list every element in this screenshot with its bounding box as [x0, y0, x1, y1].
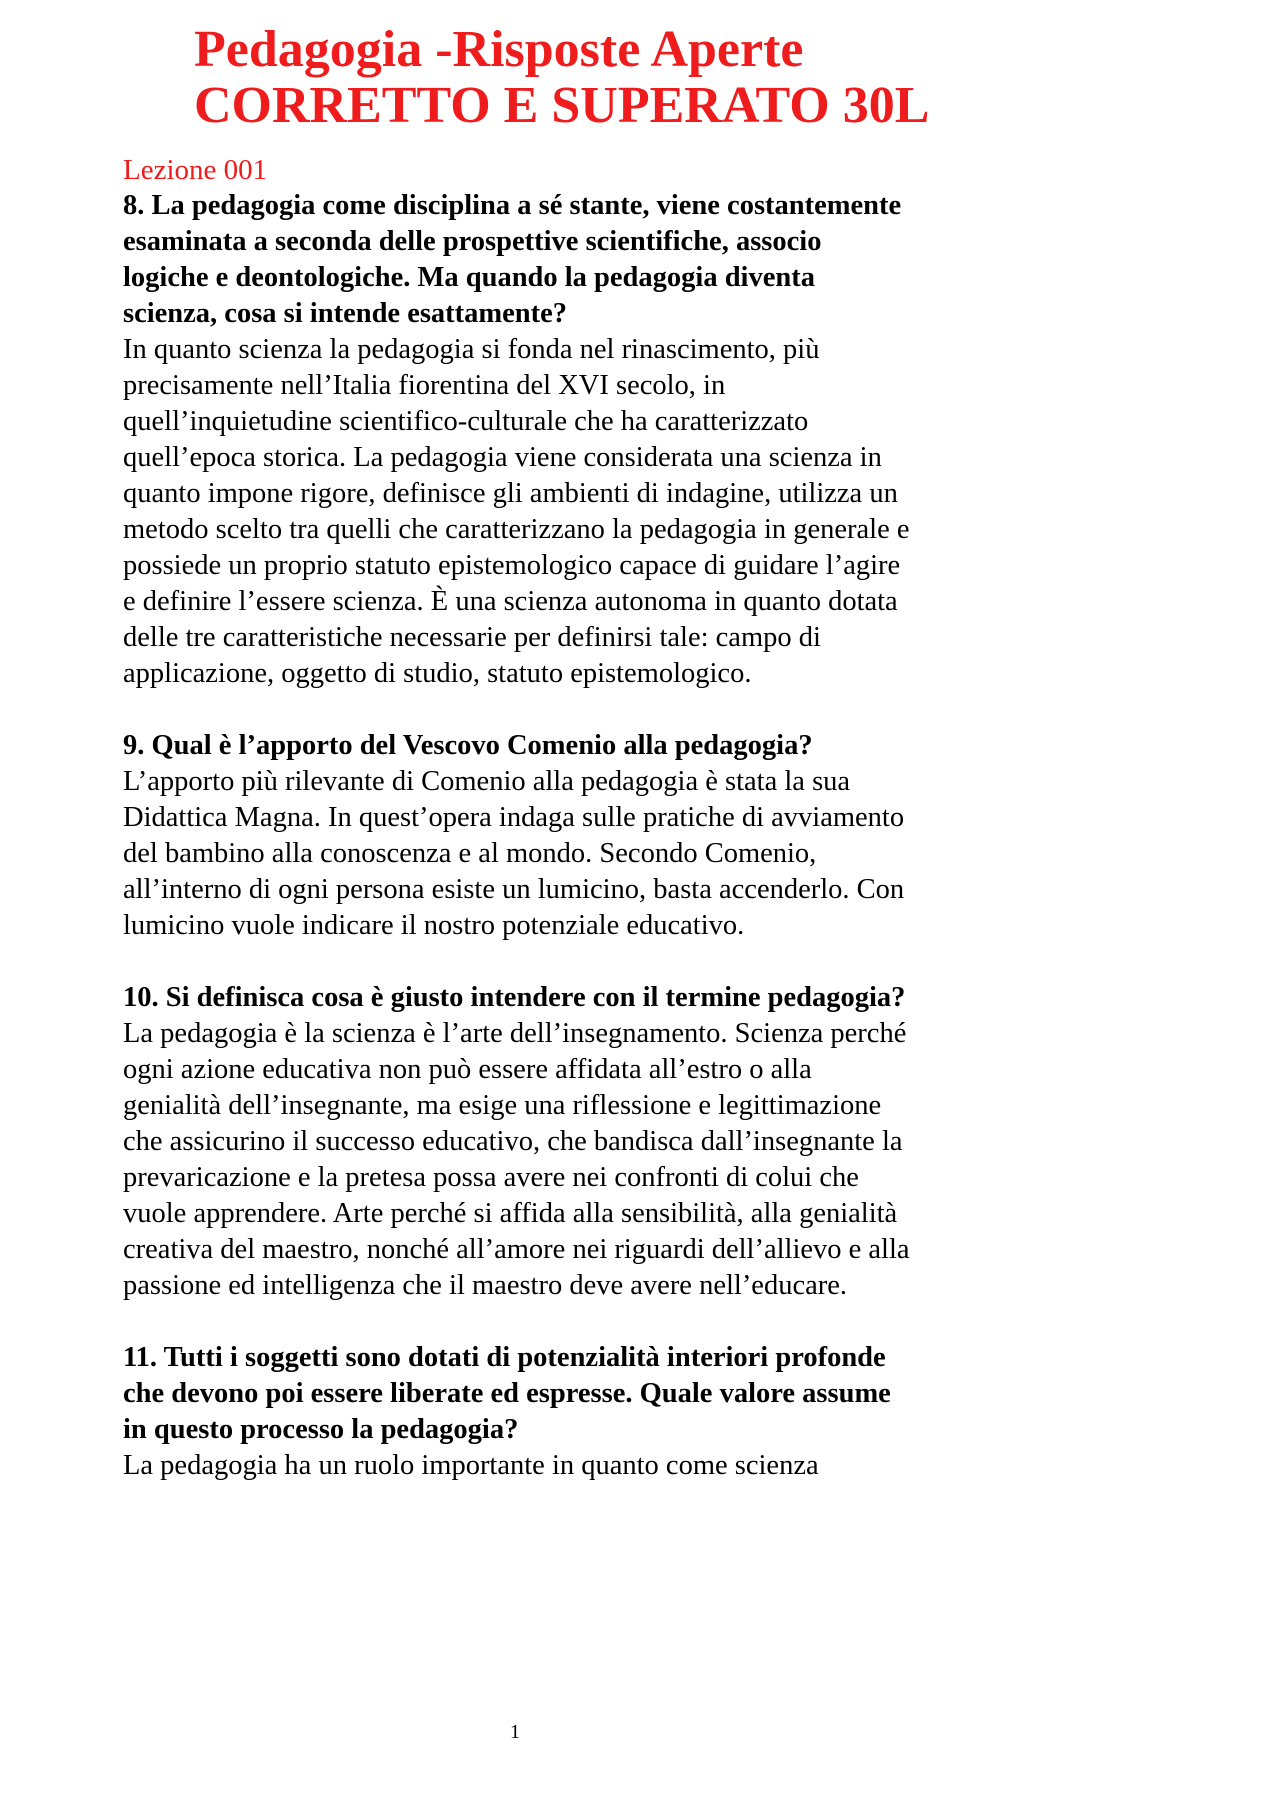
page-number: 1	[510, 1721, 520, 1743]
title-line-2: CORRETTO E SUPERATO 30L	[194, 77, 930, 134]
question-9: 9. Qual è l’apporto del Vescovo Comenio alla pedagogia?	[123, 730, 813, 761]
qa-item-10	[123, 980, 913, 1304]
question-10: 10. Si definisca cosa è giusto intendere con il termine pedagogia?	[123, 982, 906, 1013]
document-title	[194, 22, 1194, 134]
lesson-label: Lezione 001	[123, 154, 268, 186]
qa-item-8	[123, 188, 913, 692]
qa-item-9	[123, 728, 913, 944]
qa-item-11	[123, 1340, 913, 1484]
answer-11: La pedagogia ha un ruolo importante in quanto come scienza	[123, 1450, 819, 1481]
answer-9: L’apporto più rilevante di Comenio alla pedagogia è stata la sua Didattica Magna. In quest’opera indaga sulle pratiche di avviamento del bambino alla conoscenza e al mondo. Secondo Comenio, all’interno di ogni persona esiste un lumicino, basta accenderlo. Con lumicino vuole indicare il nostro potenziale educativo.	[123, 766, 905, 941]
answer-8: In quanto scienza la pedagogia si fonda nel rinascimento, più precisamente nell’Italia fiorentina del XVI secolo, in quell’inquietudine scientifico-culturale che ha caratterizzato quell’epoca storica. La pedagogia viene considerata una scienza in quanto impone rigore, definisce gli ambienti di indagine, utilizza un metodo scelto tra quelli che caratterizzano la pedagogia in generale e possiede un proprio statuto epistemologico capace di guidare l’agire e definire l’essere scienza. È una scienza autonoma in quanto dotata delle tre caratteristiche necessarie per definirsi tale: campo di applicazione, oggetto di studio, statuto epistemologico.	[123, 334, 910, 689]
title-line-1: Pedagogia -Risposte Aperte	[194, 21, 804, 78]
document-body	[123, 152, 913, 1520]
question-8: 8. La pedagogia come disciplina a sé stante, viene costantemente esaminata a seconda delle prospettive scientifiche, associo logiche e deontologiche. Ma quando la pedagogia diventa scienza, cosa si intende esattamente?	[123, 190, 902, 329]
question-11: 11. Tutti i soggetti sono dotati di potenzialità interiori profonde che devono poi essere liberate ed espresse. Quale valore assume in questo processo la pedagogia?	[123, 1342, 891, 1445]
answer-10: La pedagogia è la scienza è l’arte dell’insegnamento. Scienza perché ogni azione educativa non può essere affidata all’estro o alla genialità dell’insegnante, ma esige una riflessione e legittimazione che assicurino il successo educativo, che bandisca dall’insegnante la prevaricazione e la pretesa possa avere nei confronti di colui che vuole apprendere. Arte perché si affida alla sensibilità, alla genialità creativa del maestro, nonché all’amore nei riguardi dell’allievo e alla passione ed intelligenza che il maestro deve avere nell’educare.	[123, 1018, 910, 1301]
